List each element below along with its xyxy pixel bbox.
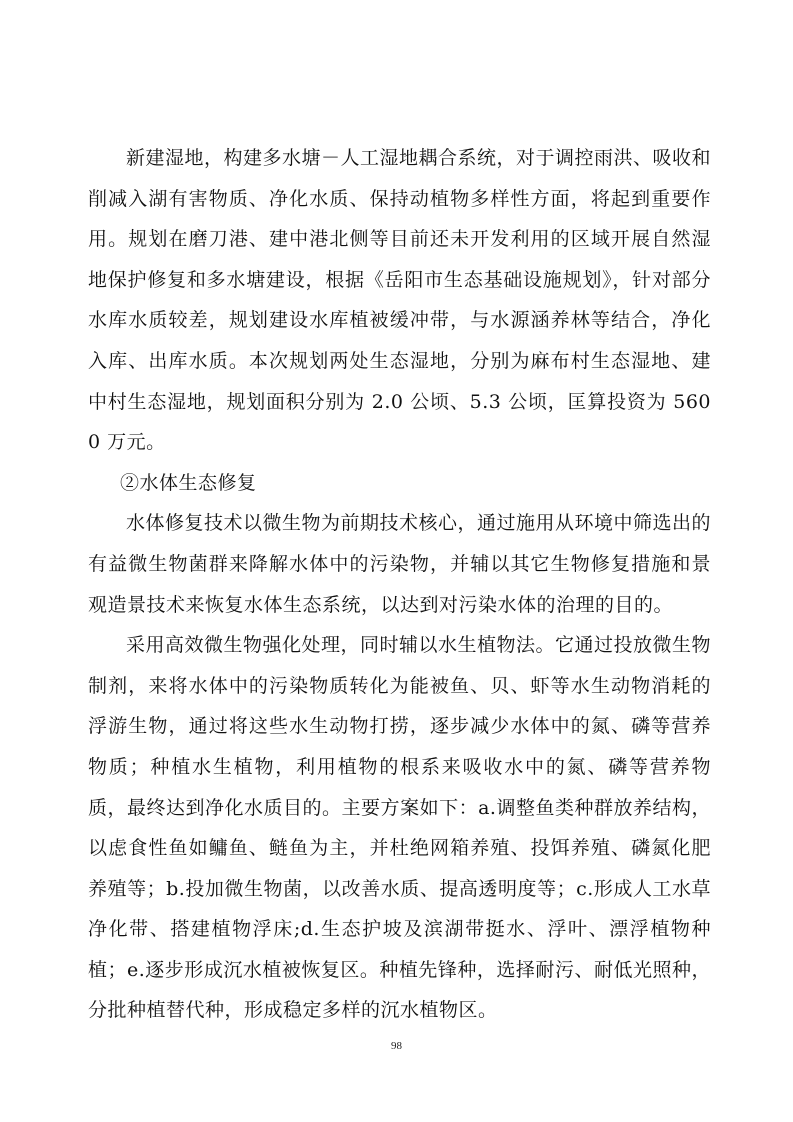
paragraph-restoration-plan: 采用高效微生物强化处理，同时辅以水生植物法。它通过投放微生物制剂，来将水体中的污染物质转化为能被鱼、贝、虾等水生动物消耗的浮游生物，通过将这些水生动物打捞，逐步减少水体中的氮、磷等营养物质；种植水生植物，利用植物的根系来吸收水中的氮、磷等营养物质，最终达到净化水质目的。主要方案如下：a.调整鱼类种群放养结构，以虑食性鱼如鳙鱼、鲢鱼为主，并杜绝网箱养殖、投饵养殖、磷氮化肥养殖等；b.投加微生物菌，以改善水质、提高透明度等；c.形成人工水草净化带、搭建植物浮床;d.生态护坡及滨湖带挺水、浮叶、漂浮植物种植；e.逐步形成沉水植被恢复区。种植先锋种，选择耐污、耐低光照种，分批种植替代种，形成稳定多样的沉水植物区。 — [88, 634, 712, 1022]
paragraph-restoration-technology: 水体修复技术以微生物为前期技术核心，通过施用从环境中筛选出的有益微生物菌群来降解水体中的污染物，并辅以其它生物修复措施和景观造景技术来恢复水体生态系统，以达到对污染水体的治理的目的。 — [88, 512, 712, 616]
section-heading-water-restoration: ②水体生态修复 — [120, 471, 257, 494]
paragraph-wetland: 新建湿地，构建多水塘－人工湿地耦合系统，对于调控雨洪、吸收和削减入湖有害物质、净化水质、保持动植物多样性方面，将起到重要作用。规划在磨刀港、建中港北侧等目前还未开发利用的区域开展自然湿地保护修复和多水塘建设，根据《岳阳市生态基础设施规划》，针对部分水库水质较差，规划建设水库植被缓冲带，与水源涵养林等结合，净化入库、出库水质。本次规划两处生态湿地，分别为麻布村生态湿地、建中村生态湿地，规划面积分别为 2.0 公顷、5.3 公顷，匡算投资为 5600 万元。 — [88, 147, 712, 454]
page-number: 98 — [391, 1040, 402, 1052]
document-body — [88, 138, 711, 1031]
